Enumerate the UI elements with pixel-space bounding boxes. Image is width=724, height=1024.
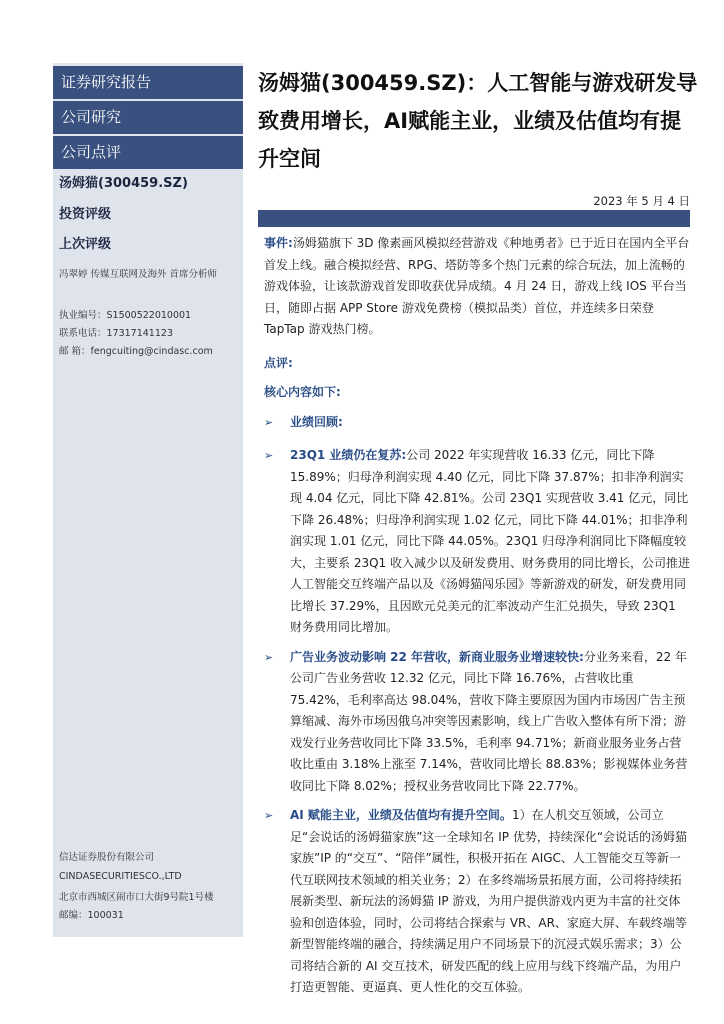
firm-name-cn: 信达证券股份有限公司 [59,852,155,863]
bullet-ai-empower [264,805,690,999]
firm-postcode: 邮编：100031 [59,910,124,921]
report-date: 2023 年 5 月 4 日 [593,194,690,208]
report-title: 汤姆猫(300459.SZ)：人工智能与游戏研发导致费用增长，AI赋能主业，业绩及估值均有提升空间 [258,71,698,171]
core-label: 核心内容如下: [264,385,341,399]
firm-address: 北京市西城区闹市口大街9号院1号楼 [59,892,214,903]
arrow-icon: ➢ [264,809,274,822]
rating-label: 投资评级 [59,207,112,222]
arrow-icon: ➢ [264,449,274,462]
event-paragraph [264,233,690,341]
arrow-icon: ➢ [264,650,274,664]
license-number: 执业编号：S1500522010001 [59,310,192,321]
bullet-ad-business [264,647,690,798]
review-label: 业绩回顾: [290,414,343,429]
sidebar [53,63,243,937]
bullet-q1-heading: 23Q1 业绩仍在复苏: [290,448,407,462]
bullet-ad-heading: 广告业务波动影响 22 年营收，新商业服务业增速较快: [290,649,584,664]
header-divider-bar [258,210,690,227]
email: 邮 箱：fengcuiting@cindasc.com [59,346,213,357]
bullet-ai-text: 1）在人机交互领域，公司立足“会说话的汤姆猫家族”这一全球知名 IP 优势，持续深化“会说话的汤姆猫家族”IP 的“交互”、“陪伴”属性，积极开拓在 AIGC、人工智能交互等新一代互联网技术领域的相关业务；2）在多终端场景拓展方面，公司将持续拓展新类型、新玩法的汤姆猫 IP 游戏，为用户提供游戏内更为丰富的社交体验和创造体验，同时，公司将结合探索与 VR、AR、家庭大屏、车载终端等新型智能终端的融合，持续满足用户不同场景下的沉浸式娱乐需求；3）公司将结合新的 AI 交互技术，研发匹配的线上应用与线下终端产品，为用户打造更智能、更逼真、更人性化的交互体验。 [290,808,688,994]
review-heading [264,412,690,434]
prev-rating-label: 上次评级 [59,237,112,252]
arrow-icon: ➢ [264,415,274,429]
bullet-ad-text: 分业务来看，22 年公司广告业务营收 12.32 亿元，同比下降 16.76%，占营收比重 75.42%，毛利率高达 98.04%，营收下降主要原因为国内市场因广告主预算缩减、海外市场因俄乌冲突等因素影响，线上广告收入整体有所下滑；游戏发行业务营收同比下降 33.5%，毛利率 94.71%；新商业服务业务占营收比重由 3.18%上涨至 7.14%，营收同比增长 88.83%；影视媒体业务营收同比下降 8.02%；授权业务营收同比下降 22.77%。 [290,649,688,793]
phone: 联系电话：17317141123 [59,328,173,339]
comment-label: 点评: [264,355,293,370]
event-label: 事件: [264,236,293,250]
bullet-q1-text: 公司 2022 年实现营收 16.33 亿元，同比下降 15.89%；归母净利润实现 4.40 亿元，同比下降 37.87%；扣非净利润实现 4.04 亿元，同比下降 42.81%。公司 23Q1 实现营收 3.41 亿元，同比下降 26.48%；归母净利润实现 1.02 亿元，同比下降 44.01%；扣非净利润实现 1.01 亿元，同比下降 44.05%。23Q1 归母净利润同比下降幅度较大，主要系 23Q1 收入减少以及研发费用、财务费用的同比增长，公司推进人工智能交互终端产品以及《汤姆猫闯乐园》等新游戏的研发，研发费用同比增长 37.29%，且因欧元兑美元的汇率波动产生汇兑损失，导致 23Q1 财务费用同比增加。 [290,448,690,634]
report-body [264,233,690,999]
event-text: 汤姆猫旗下 3D 像素画风模拟经营游戏《种地勇者》已于近日在国内全平台首发上线。融合模拟经营、RPG、塔防等多个热门元素的综合玩法，加上流畅的游戏体验，让该款游戏首发即收获优异成绩。4 月 24 日，游戏上线 IOS 平台当日，随即占据 APP Store 游戏免费榜（模拟品类）首位，并连续多日荣登 TapTap 游戏热门榜。 [264,236,690,336]
stock-name: 汤姆猫(300459.SZ) [59,176,188,191]
report-type-band: 证券研究报告 [53,66,243,99]
subcategory-band: 公司点评 [53,136,243,169]
firm-name-en: CINDASECURITIESCO.,LTD [59,871,182,882]
bullet-q1-results [264,445,690,639]
category-band: 公司研究 [53,101,243,134]
bullet-ai-heading: AI 赋能主业，业绩及估值均有提升空间。 [290,808,512,822]
analyst-info: 冯翠婷 传媒互联网及海外 首席分析师 [59,269,218,280]
